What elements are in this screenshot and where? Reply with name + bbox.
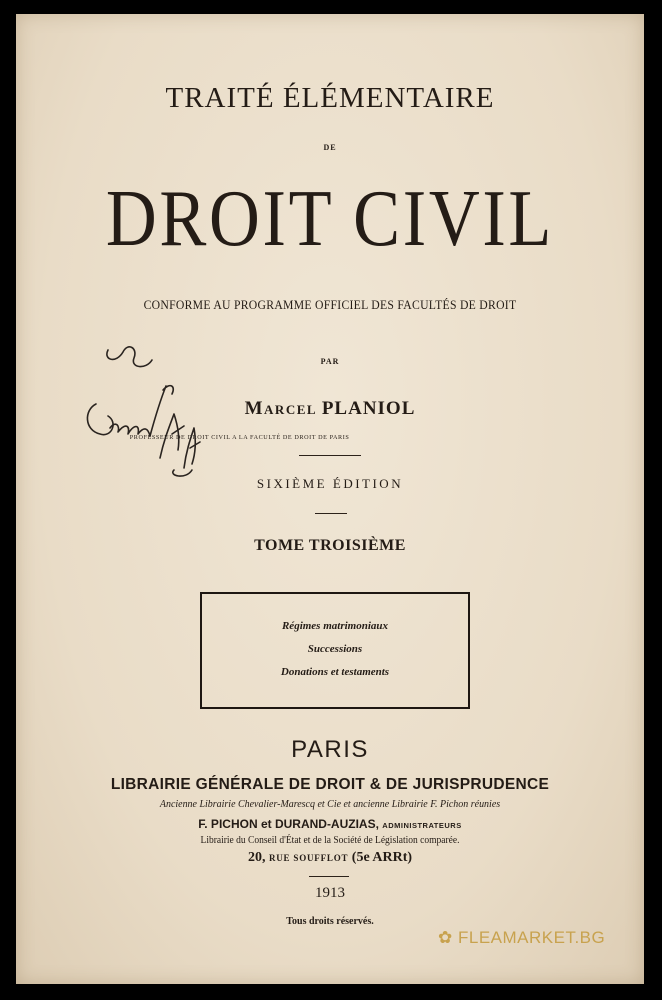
- watermark-text: FLEAMARKET.BG: [457, 928, 606, 947]
- author-last-name: PLANIOL: [321, 398, 416, 419]
- publication-year: 1913: [315, 885, 345, 901]
- publisher-history: Ancienne Librairie Chevalier-Marescq et Cie et ancienne Librairie F. Pichon réunies: [159, 799, 501, 810]
- volume-label: TOME TROISIÈME: [254, 537, 406, 554]
- title-page: [16, 14, 644, 984]
- contents-item: Donations et testaments: [280, 666, 390, 678]
- main-title: DROIT CIVIL: [105, 175, 555, 263]
- divider: [315, 513, 347, 514]
- watermark: [438, 928, 605, 948]
- contents-item: Successions: [307, 643, 363, 655]
- administrator-role: ADMINISTRATEURS: [382, 821, 462, 830]
- edition: SIXIÈME ÉDITION: [256, 476, 404, 491]
- address-street: RUE SOUFFLOT: [268, 853, 349, 863]
- rights-notice: Tous droits réservés.: [286, 916, 374, 927]
- handwritten-signature: [68, 330, 208, 480]
- by-label: PAR: [320, 357, 340, 366]
- publisher-administrators: [16, 817, 644, 831]
- author-first-name: Marcel: [244, 398, 318, 419]
- address-arrondissement: (5e ARRt): [351, 850, 413, 865]
- divider: [309, 876, 349, 877]
- subtitle: CONFORME AU PROGRAMME OFFICIEL DES FACULTÉS DE DROIT: [143, 297, 517, 312]
- bookseller-note: Librairie du Conseil d'État et de la Société de Législation comparée.: [200, 835, 460, 846]
- flower-icon: ✿: [438, 928, 453, 947]
- contents-box: [200, 592, 470, 709]
- administrator-names: F. PICHON et DURAND-AUZIAS,: [198, 817, 379, 831]
- imprint-city: PARIS: [291, 736, 369, 763]
- publisher-address: [16, 850, 644, 866]
- title-connector: DE: [323, 143, 337, 152]
- address-number: 20,: [247, 850, 266, 865]
- publisher-name: LIBRAIRIE GÉNÉRALE DE DROIT & DE JURISPRUDENCE: [110, 776, 550, 793]
- author-role: PROFESSEUR DE DROIT CIVIL A LA FACULTÉ DE DROIT DE PARIS: [129, 434, 350, 441]
- title-line-1: TRAITÉ ÉLÉMENTAIRE: [165, 82, 495, 114]
- contents-item: Régimes matrimoniaux: [281, 620, 389, 632]
- divider: [299, 455, 361, 456]
